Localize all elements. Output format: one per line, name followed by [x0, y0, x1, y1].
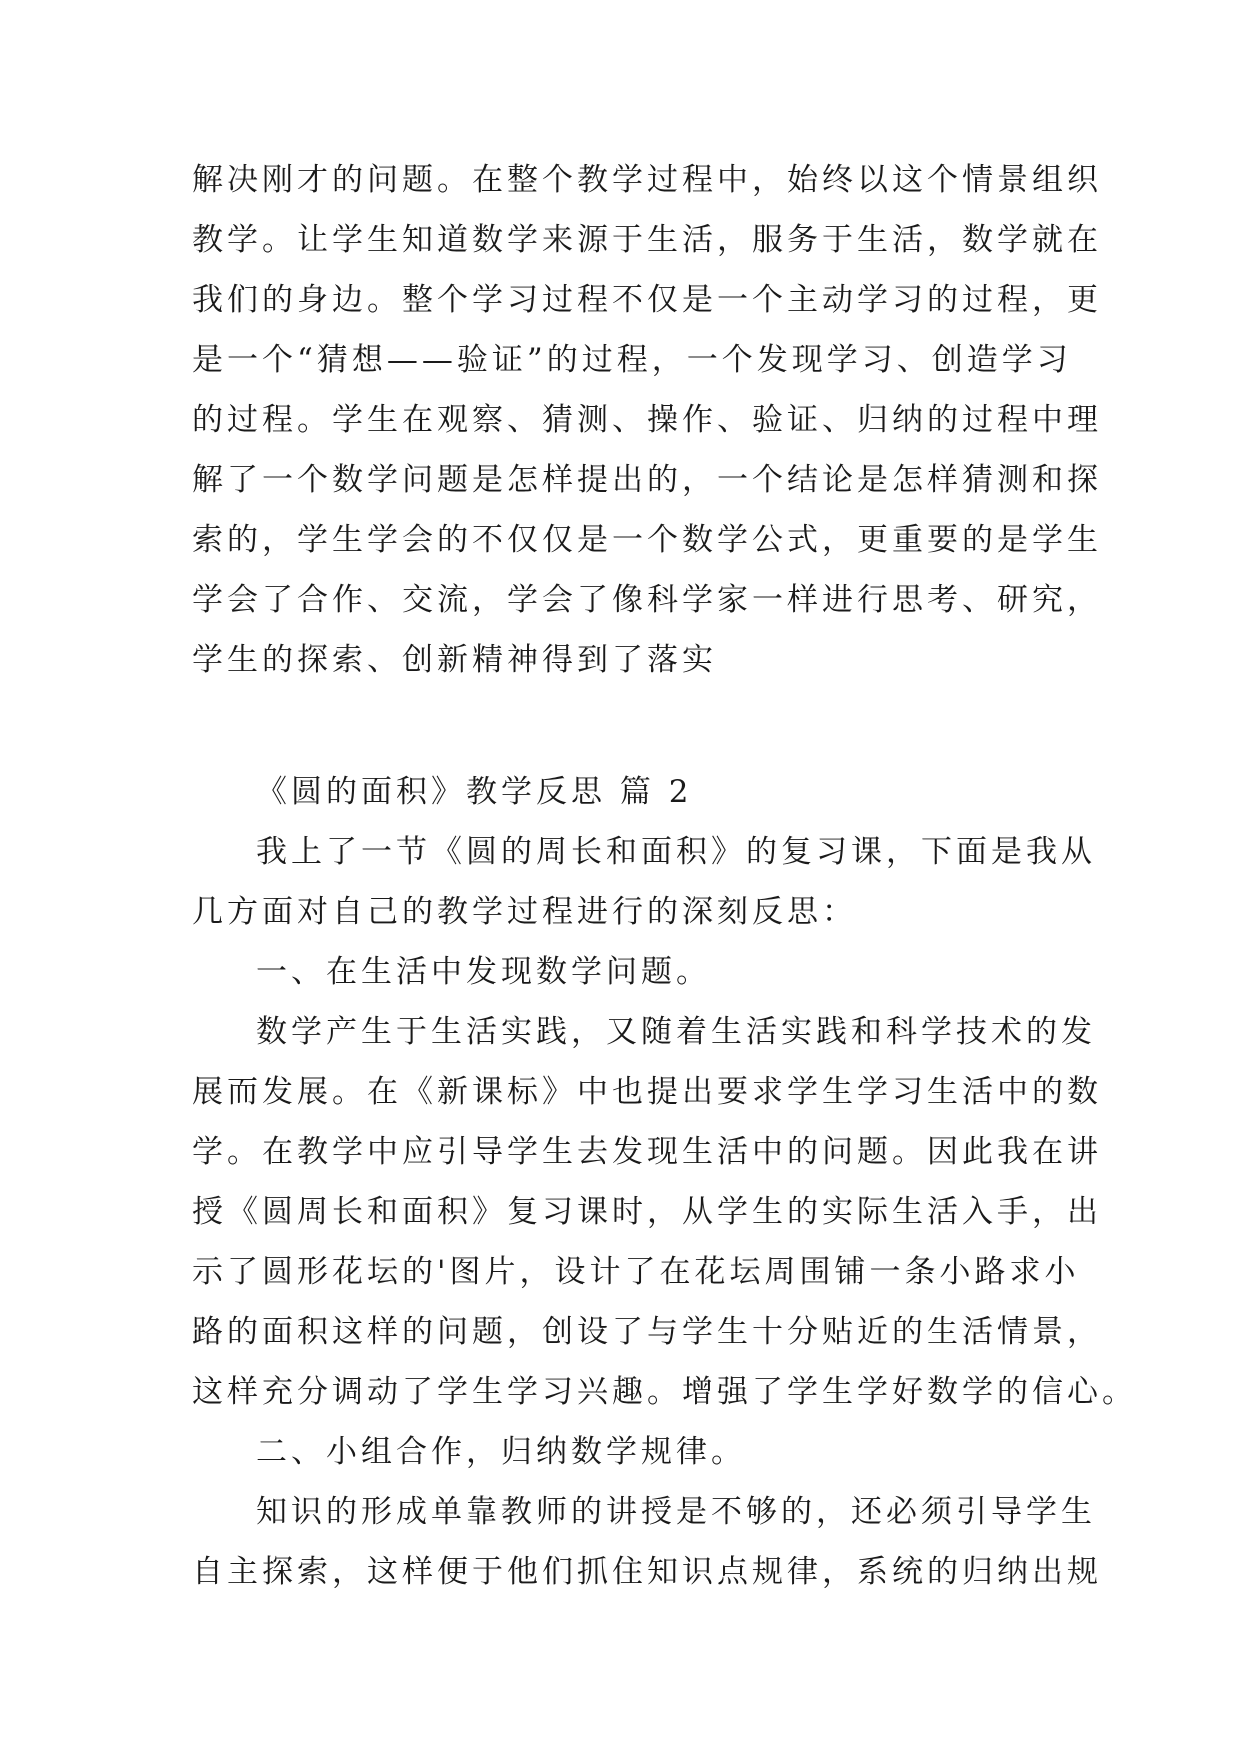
document-body	[192, 150, 1137, 1602]
point-1-title: 一、在生活中发现数学问题。	[256, 954, 711, 990]
point-1-paragraph	[192, 1002, 1137, 1422]
text-line: 解决刚才的问题。在整个教学过程中，始终以这个情景组织	[192, 162, 1102, 198]
text-line: 解了一个数学问题是怎样提出的，一个结论是怎样猜测和探	[192, 462, 1102, 498]
text-line: 数学产生于生活实践，又随着生活实践和科学技术的发	[256, 1014, 1096, 1050]
text-line: 路的面积这样的问题，创设了与学生十分贴近的生活情景，	[192, 1314, 1102, 1350]
point-2-paragraph	[192, 1482, 1102, 1602]
text-line: 这样充分调动了学生学习兴趣。增强了学生学好数学的信心。	[192, 1374, 1137, 1410]
blank-spacer	[192, 690, 1067, 762]
text-line: 学会了合作、交流，学会了像科学家一样进行思考、研究，	[192, 582, 1102, 618]
point-2-title: 二、小组合作，归纳数学规律。	[256, 1434, 746, 1470]
text-line: 知识的形成单靠教师的讲授是不够的，还必须引导学生	[256, 1494, 1096, 1530]
text-line: 示了圆形花坛的'图片，设计了在花坛周围铺一条小路求小	[192, 1254, 1080, 1290]
text-line: 授《圆周长和面积》复习课时，从学生的实际生活入手，出	[192, 1194, 1102, 1230]
text-line: 自主探索，这样便于他们抓住知识点规律，系统的归纳出规	[192, 1554, 1102, 1590]
text-line: 展而发展。在《新课标》中也提出要求学生学习生活中的数	[192, 1074, 1102, 1110]
text-line: 我上了一节《圆的周长和面积》的复习课，下面是我从	[256, 834, 1096, 870]
intro-paragraph	[192, 822, 1096, 942]
paragraph-continued	[192, 150, 1102, 690]
section-heading: 《圆的面积》教学反思 篇 2	[256, 774, 693, 810]
text-line: 学生的探索、创新精神得到了落实	[192, 642, 717, 678]
text-line: 几方面对自己的教学过程进行的深刻反思：	[192, 894, 857, 930]
text-line: 索的，学生学会的不仅仅是一个数学公式，更重要的是学生	[192, 522, 1102, 558]
text-line: 我们的身边。整个学习过程不仅是一个主动学习的过程，更	[192, 282, 1102, 318]
text-line: 是一个“猜想——验证”的过程，一个发现学习、创造学习	[192, 342, 1072, 378]
text-line: 的过程。学生在观察、猜测、操作、验证、归纳的过程中理	[192, 402, 1102, 438]
text-line: 学。在教学中应引导学生去发现生活中的问题。因此我在讲	[192, 1134, 1102, 1170]
text-line: 教学。让学生知道数学来源于生活，服务于生活，数学就在	[192, 222, 1102, 258]
